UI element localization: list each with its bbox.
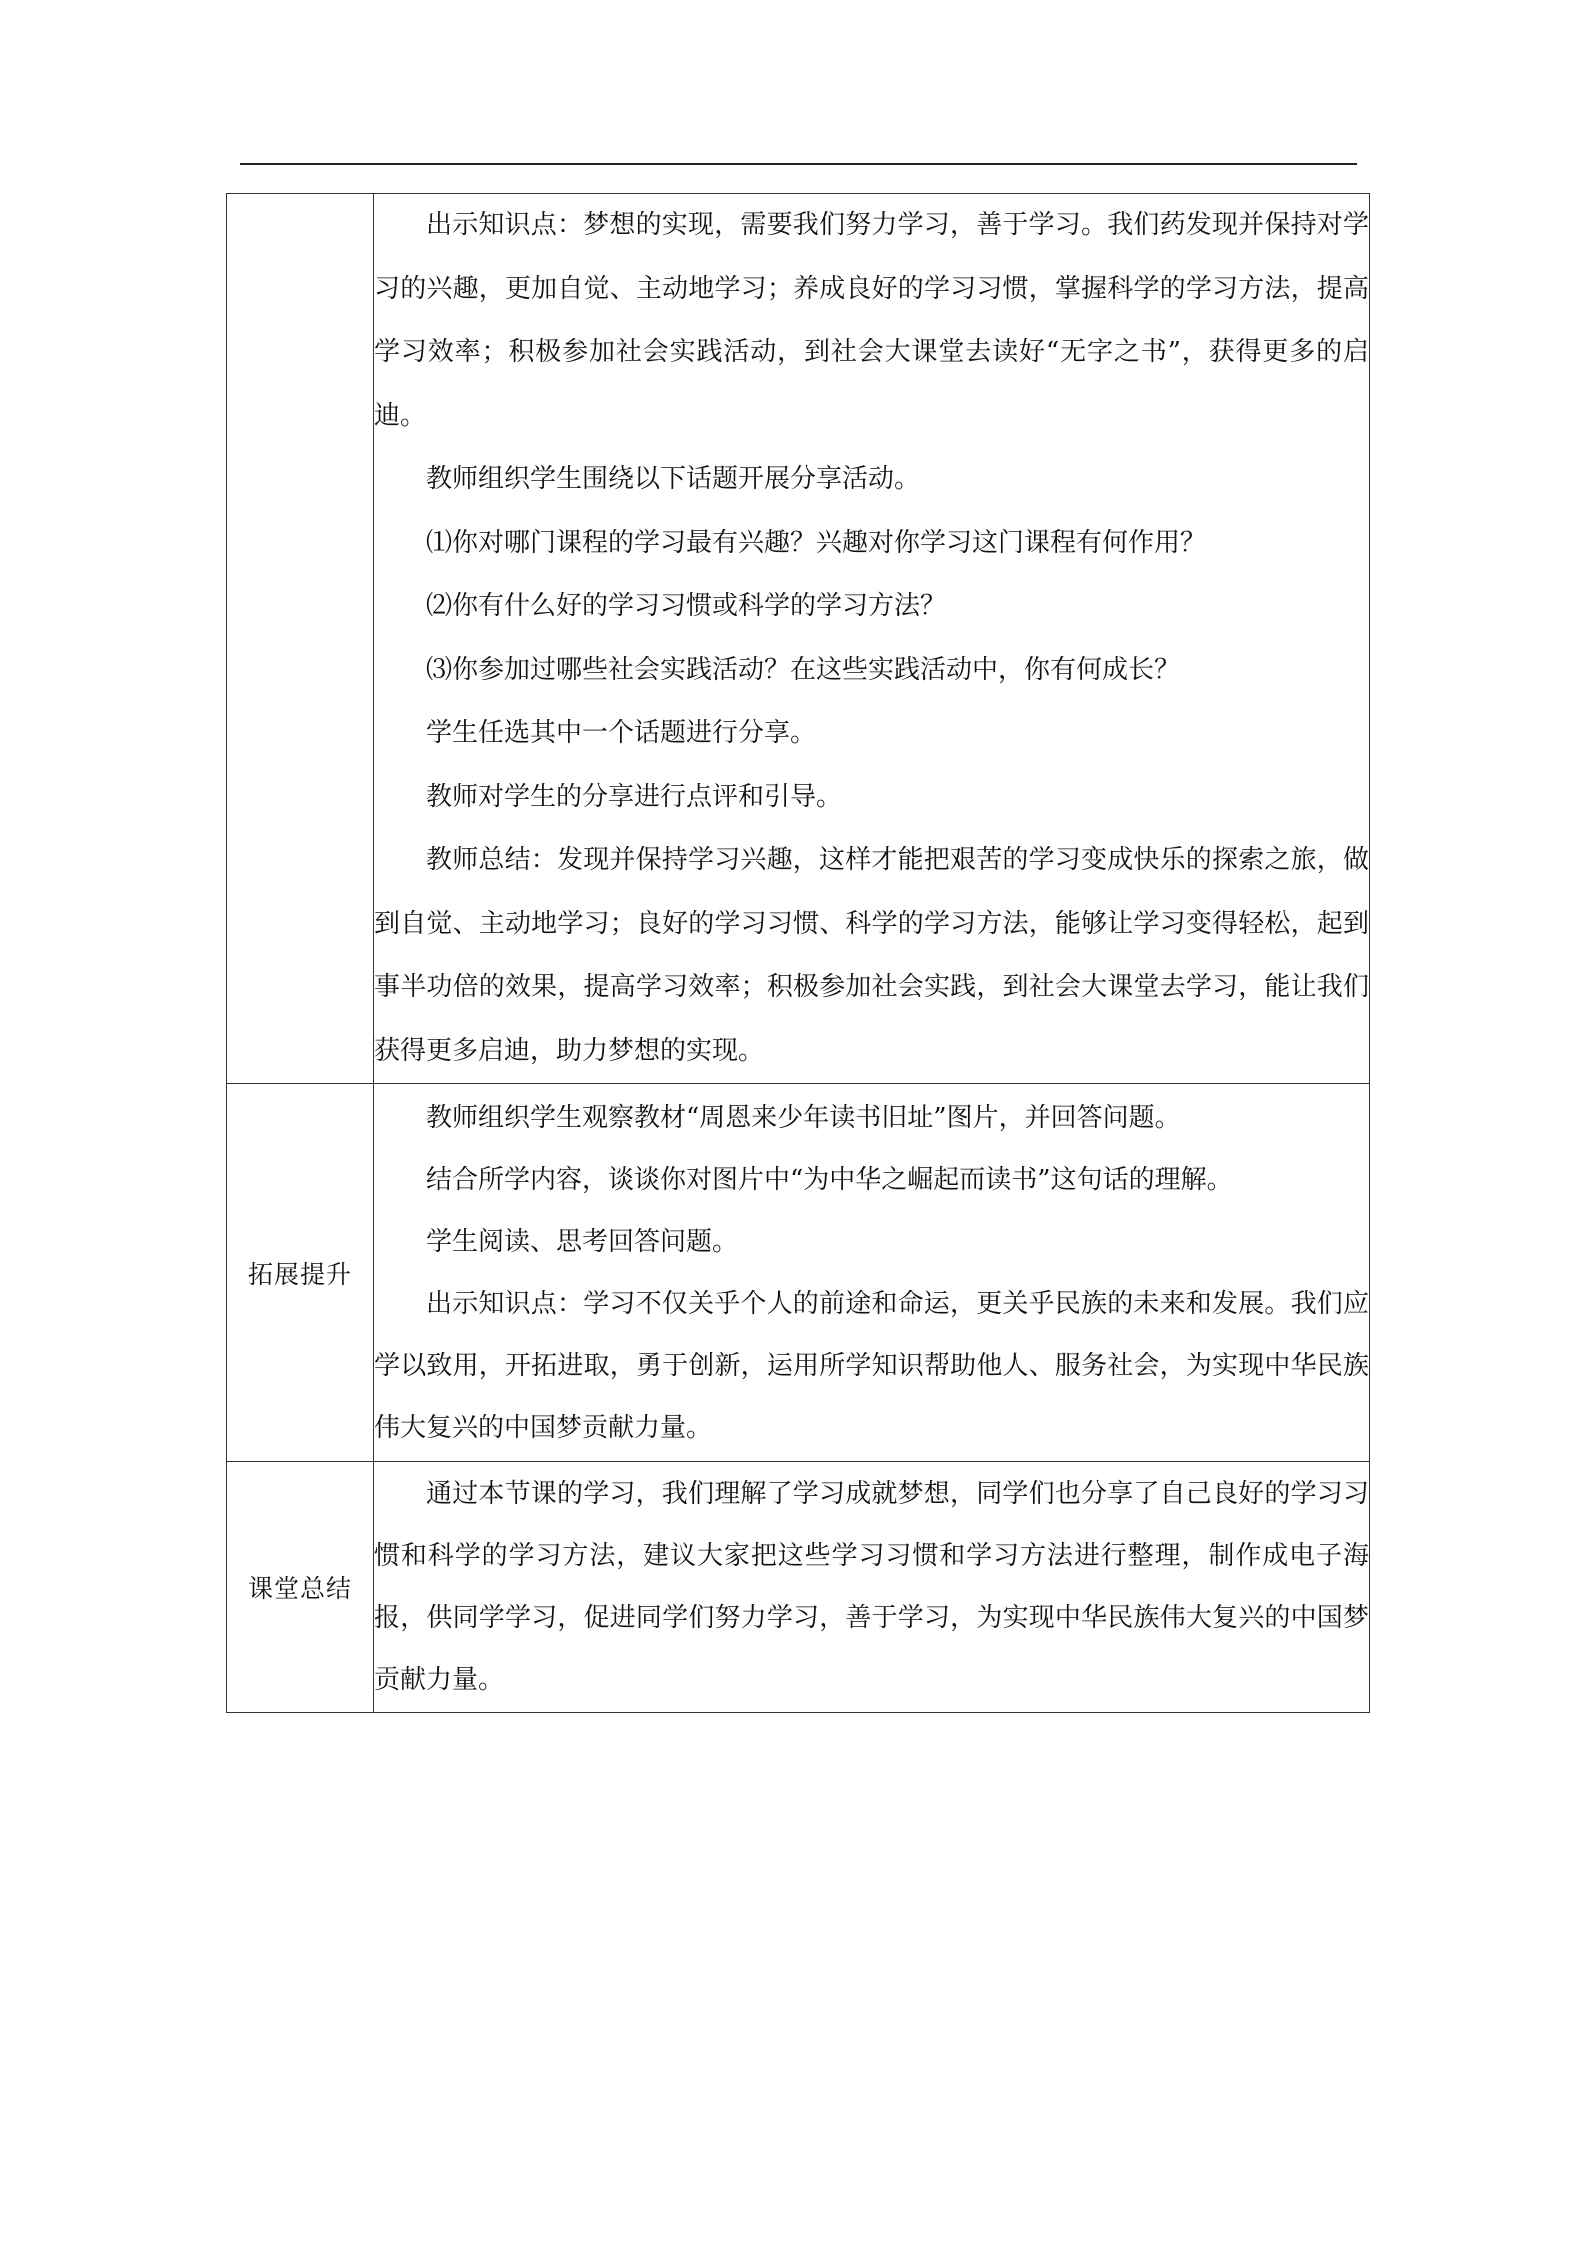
row-label: 拓展提升 [227, 1084, 374, 1462]
paragraph: ⑵你有什么好的学习习惯或科学的学习方法？ [426, 591, 947, 621]
row-content [374, 1084, 1370, 1462]
table-row [227, 1084, 1370, 1462]
header-rule [240, 163, 1357, 165]
table-row [227, 194, 1370, 1084]
row-content [374, 194, 1370, 1084]
paragraph: 结合所学内容，谈谈你对图片中“为中华之崛起而读书”这句话的理解。 [426, 1164, 1233, 1195]
paragraph: 通过本节课的学习，我们理解了学习成就梦想，同学们也分享了自己良好的学习习惯和科学的学习方法，建议大家把这些学习习惯和学习方法进行整理，制作成电子海报，供同学学习，促进同学们努力学习，善于学习，为实现中华民族伟大复兴的中国梦贡献力量。 [374, 1479, 1369, 1695]
paragraph: 出示知识点：学习不仅关乎个人的前途和命运，更关乎民族的未来和发展。我们应学以致用，开拓进取，勇于创新，运用所学知识帮助他人、服务社会，为实现中华民族伟大复兴的中国梦贡献力量。 [374, 1288, 1369, 1443]
paragraph: 教师组织学生围绕以下话题开展分享活动。 [426, 464, 921, 494]
paragraph: 教师对学生的分享进行点评和引导。 [426, 781, 843, 812]
paragraph: 学生阅读、思考回答问题。 [426, 1226, 739, 1257]
paragraph: 教师组织学生观察教材“周恩来少年读书旧址”图片，并回答问题。 [426, 1102, 1181, 1133]
lesson-plan-table [226, 193, 1370, 1713]
row-label [227, 194, 374, 1084]
row-label: 课堂总结 [227, 1462, 374, 1713]
row-content [374, 1462, 1370, 1713]
paragraph: ⑶你参加过哪些社会实践活动？在这些实践活动中，你有何成长？ [426, 654, 1181, 685]
paragraph: 出示知识点：梦想的实现，需要我们努力学习，善于学习。我们药发现并保持对学习的兴趣，更加自觉、主动地学习；养成良好的学习习惯，掌握科学的学习方法，提高学习效率；积极参加社会实践活动，到社会大课堂去读好“无字之书”，获得更多的启迪。 [374, 210, 1369, 431]
table-row [227, 1462, 1370, 1713]
paragraph: 学生任选其中一个话题进行分享。 [426, 718, 817, 748]
paragraph: 教师总结：发现并保持学习兴趣，这样才能把艰苦的学习变成快乐的探索之旅，做到自觉、主动地学习；良好的学习习惯、科学的学习方法，能够让学习变得轻松，起到事半功倍的效果，提高学习效率；积极参加社会实践，到社会大课堂去学习，能让我们获得更多启迪，助力梦想的实现。 [374, 845, 1369, 1066]
paragraph: ⑴你对哪门课程的学习最有兴趣？兴趣对你学习这门课程有何作用？ [426, 527, 1207, 558]
